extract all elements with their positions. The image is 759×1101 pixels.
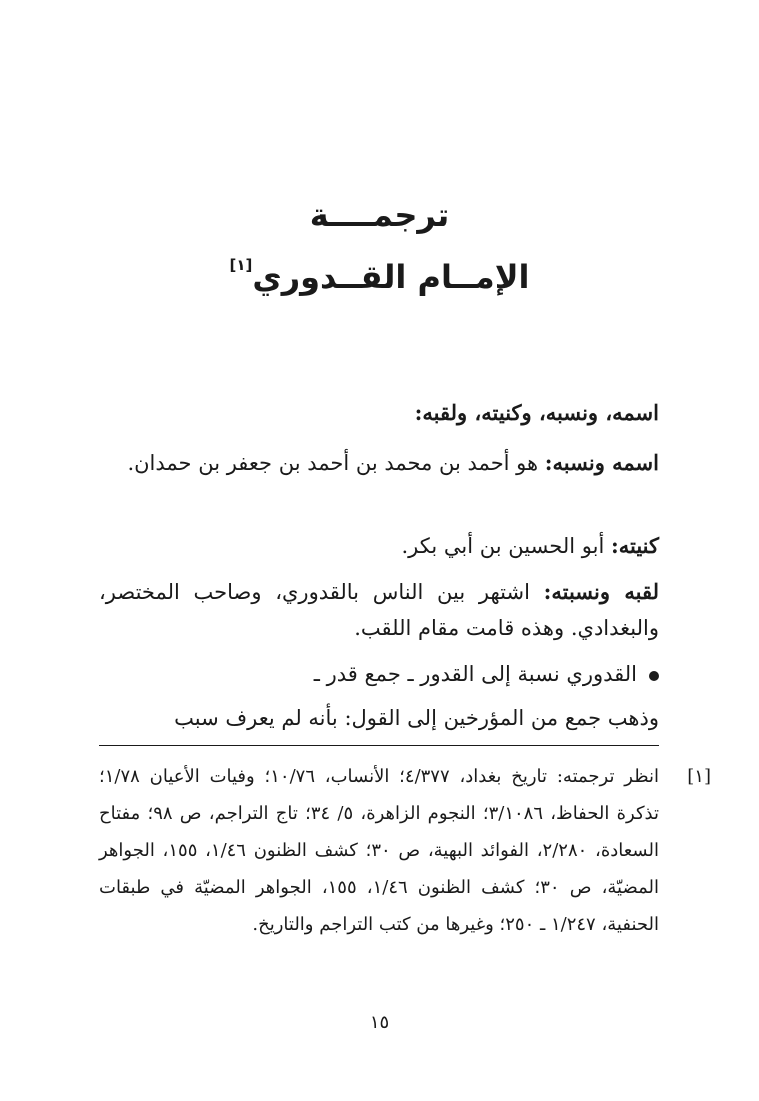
section-heading: اسمه، ونسبه، وكنيته، ولقبه: [414,400,659,425]
paragraph-label: لقبه ونسبته: [543,579,659,604]
paragraph-text: هو أحمد بن محمد بن أحمد بن جعفر بن حمدان. [127,451,545,475]
paragraph-label: كنيته: [610,533,659,558]
bullet-icon [649,671,659,681]
subject-name: الإمــام القــدوري [252,258,530,296]
paragraph-laqab [99,574,659,646]
paragraph-text: أبو الحسين بن أبي بكر. [401,534,611,558]
page-number: ١٥ [369,1012,390,1033]
footnote-text: انظر ترجمته: تاريخ بغداد، ٤/٣٧٧؛ الأنساب، ١٠/٧٦؛ وفيات الأعيان ١/٧٨؛ تذكرة الحفاظ، ٣/١٠٨٦؛ النجوم الزاهرة، ٥/ ٣٤؛ تاج التراجم، ص ٩٨؛ مفتاح السعادة، ٢/٢٨٠، الفوائد البهية، ص ٣٠؛ كشف الظنون ١/٤٦، ١٥٥، الجواهر المضيّة، ص ٣٠؛ كشف الظنون ١/٤٦، ١٥٥، الجواهر المضيّة في طبقات الحنفية، ١/٢٤٧ ـ ٢٥٠؛ وغيرها من كتب التراجم والتاريخ. [99,766,660,935]
footnote-reference: [١] [229,256,253,274]
paragraph-label: اسمه ونسبه: [544,450,659,475]
footnote-divider [99,745,659,746]
footnote-marker: [١] [687,766,711,787]
page-title: ترجمــــة [309,196,450,234]
bullet-item [99,656,659,692]
paragraph-name-lineage [99,445,659,481]
paragraph-text: اشتهر بين الناس بالقدوري، وصاحب المختصر، والبغدادي. وهذه قامت مقام اللقب. [99,580,659,640]
paragraph-kunya [99,528,659,564]
bullet-text: القدوري نسبة إلى القدور ـ جمع قدر ـ [313,662,637,686]
subject-name-heading [0,258,759,296]
footnote [99,758,711,943]
paragraph-historians: وذهب جمع من المؤرخين إلى القول: بأنه لم يعرف سبب [174,706,659,730]
